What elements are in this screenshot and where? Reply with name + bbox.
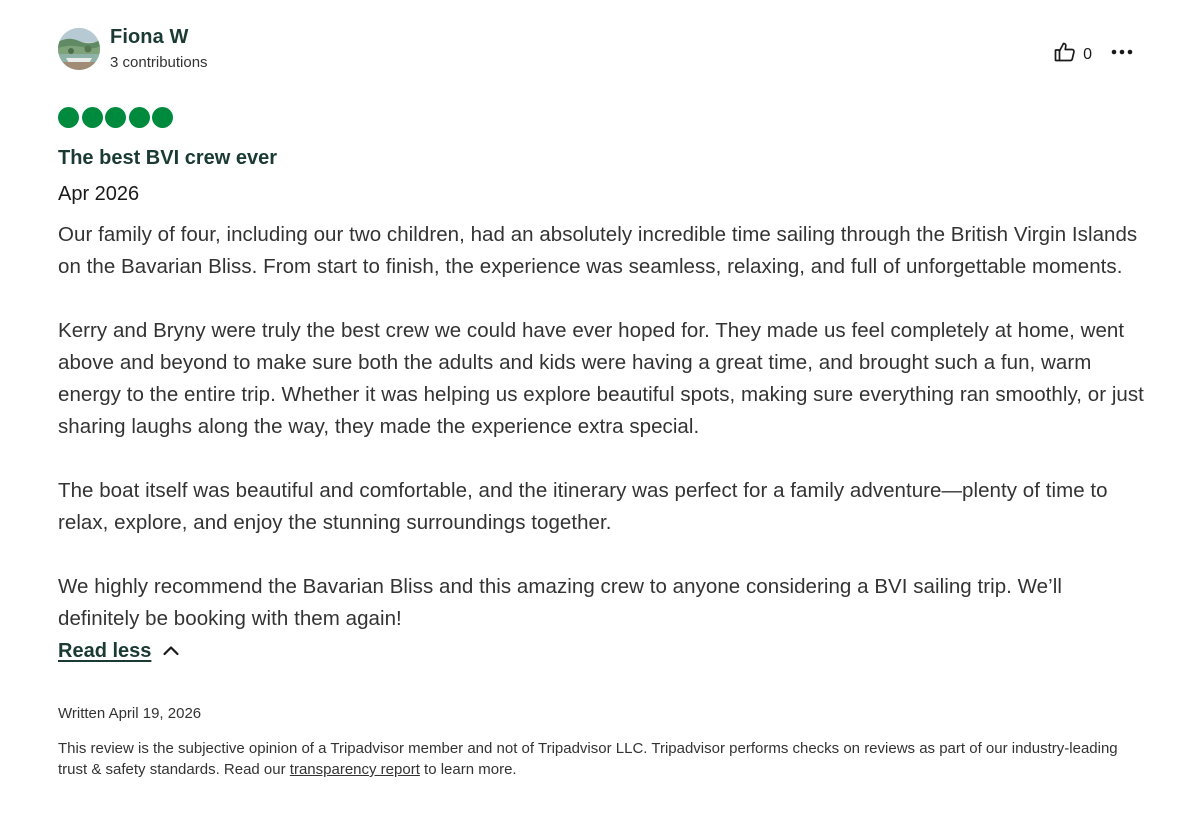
review-card (58, 26, 1148, 780)
review-paragraph: Kerry and Bryny were truly the best crew we could have ever hoped for. They made us feel completely at home, went above and beyond to make sure both the adults and kids were having a great time, and brought such a fun, warm energy to the entire trip. Whether it was helping us explore beautiful spots, making sure everything ran smoothly, or just sharing laughs along the way, they made the experience extra special. (58, 319, 1144, 438)
review-disclaimer (58, 738, 1118, 780)
read-less-button[interactable] (58, 635, 181, 667)
review-paragraph: The boat itself was beautiful and comfortable, and the itinerary was perfect for a family adventure—plenty of time to relax, explore, and enjoy the stunning surroundings together. (58, 479, 1108, 534)
avatar[interactable] (58, 28, 100, 70)
visit-date: Apr 2026 (58, 183, 140, 205)
disclaimer-text: This review is the subjective opinion of a Tripadvisor member and not of Tripadvisor LLC. Tripadvisor performs checks on reviews as part of our industry-leading trust & safety standards. Read our (58, 740, 1118, 778)
review-paragraph: We highly recommend the Bavarian Bliss and this amazing crew to anyone considering a BVI sailing trip. We’ll definitely be booking with them again! (58, 575, 1062, 630)
rating-bubbles (58, 107, 1148, 129)
rating-bubble-icon (82, 107, 103, 128)
more-options-button[interactable] (1110, 40, 1134, 69)
rating-bubble-icon (129, 107, 150, 128)
more-horizontal-icon (1110, 40, 1134, 69)
disclaimer-text-end: to learn more. (419, 761, 517, 778)
author-name[interactable]: Fiona W (110, 26, 189, 48)
review-title[interactable]: The best BVI crew ever (58, 147, 277, 169)
author-contributions: 3 contributions (110, 54, 208, 71)
rating-bubble-icon (152, 107, 173, 128)
chevron-up-icon (161, 641, 181, 661)
review-actions (1053, 40, 1134, 69)
helpful-vote-button[interactable] (1053, 40, 1092, 69)
rating-bubble-icon (58, 107, 79, 128)
review-header (58, 26, 1148, 74)
review-body (58, 219, 1148, 635)
author-info (110, 26, 208, 72)
rating-bubble-icon (105, 107, 126, 128)
transparency-report-link[interactable]: transparency report (289, 761, 420, 778)
review-paragraph: Our family of four, including our two children, had an absolutely incredible time sailing through the British Virgin Islands on the Bavarian Bliss. From start to finish, the experience was seamless, relaxing, and full of unforgettable moments. (58, 223, 1138, 278)
read-less-label: Read less (58, 640, 152, 662)
written-date: Written April 19, 2026 (58, 705, 202, 722)
helpful-count: 0 (1083, 45, 1092, 63)
thumbs-up-icon (1053, 40, 1077, 69)
